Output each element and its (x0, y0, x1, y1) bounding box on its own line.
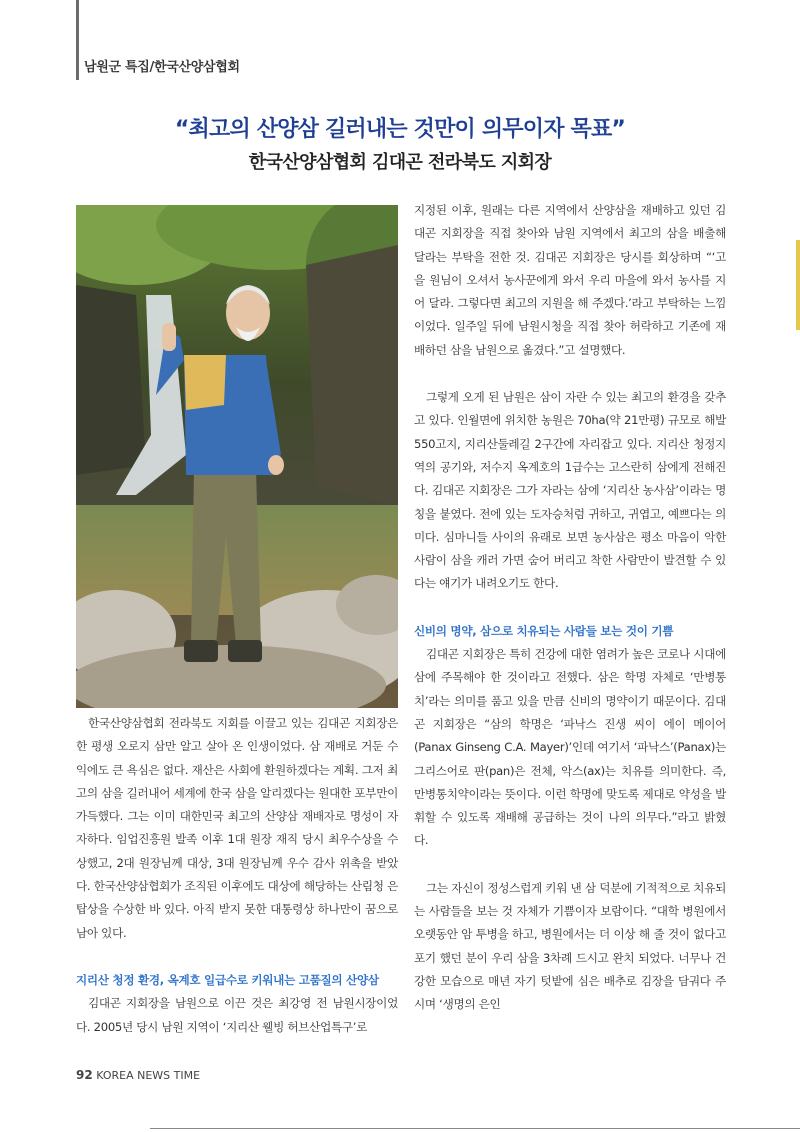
section-subheading: 지리산 청정 환경, 옥계호 일급수로 키워내는 고품질의 산양삼 (76, 972, 379, 987)
section-label: 남원군 특집/한국산양삼협회 (84, 60, 240, 75)
page-footer (76, 1068, 200, 1082)
body-paragraph: 김대곤 지회장을 남원으로 이끈 것은 최강영 전 남원시장이었다. 2005년 당시 남원 지역이 ‘지리산 웰빙 허브산업특구’로 (76, 996, 398, 1034)
body-paragraph: 한국산양삼협회 전라북도 지회를 이끌고 있는 김대곤 지회장은 한 평생 오로지 삼만 알고 살아 온 인생이었다. 삼 재배로 거둔 수익에도 큰 욕심은 없다. 재산은 사회에 환원하겠다는 계획. 그저 최고의 삼을 길러내어 세계에 한국 삼을 알리겠다는 원대한 포부만이 가득했다. 그는 이미 대한민국 최고의 산양삼 재배자로 명성이 자자하다. 임업진흥원 발족 이후 1대 원장 재직 당시 최우수상을 수상했고, 2대 원장님께 대상, 3대 원장님께 우수 감사 위촉을 받았다. 한국산양삼협회가 조직된 이후에도 대상에 해당하는 산림청 은탑상을 수상한 바 있다. 아직 받지 못한 대통령상 하나만이 꿈으로 남아 있다. (76, 716, 398, 940)
body-paragraph: 그렇게 오게 된 남원은 삼이 자란 수 있는 최고의 환경을 갖추고 있다. 인월면에 위치한 농원은 70ha(약 21만평) 규모로 해발 550고지, 지리산둘레길 2구간에 자리잡고 있다. 지리산 청정지역의 공기와, 저수지 옥계호의 1급수는 고스란히 삼에게 전해진다. 김대곤 지회장은 그가 자라는 삼에 ‘지리산 농사삼’이라는 명칭을 붙였다. 전에 있는 도자승처럼 귀하고, 귀엽고, 예쁘다는 의미다. 심마니들 사이의 유래로 보면 농사삼은 평소 마음이 악한 사람이 삼을 캐러 가면 숨어 버리고 착한 사람만이 발견할 수 있다는 얘기가 내려오기도 한다. (414, 390, 726, 591)
section-subheading: 신비의 명약, 삼으로 치유되는 사람들 보는 것이 기쁨 (414, 623, 674, 638)
body-paragraph: 지정된 이후, 원래는 다른 지역에서 산양삼을 재배하고 있던 김대곤 지회장을 직접 찾아와 남원 지역에서 최고의 삼을 배출해 달라는 부탁을 전한 것. 김대곤 지회장은 당시를 회상하며 “‘고을 원님이 오셔서 농사꾼에게 와서 우리 마을에 와서 농사를 지어 달라. 그렇다면 최고의 지원을 해 주겠다.’라고 부탁하는 느낌이었다. 일주일 뒤에 남원시청을 직접 찾아 허락하고 기존에 재배하던 삼을 남원으로 옮겼다.”고 설명했다. (414, 203, 726, 357)
body-paragraph: 김대곤 지회장은 특히 건강에 대한 염려가 높은 코로나 시대에 삼에 주목해야 한 것이라고 전했다. 삼은 학명 자체로 ‘만병통치’라는 의미를 품고 있을 만큼 신비의 명약이기 때문이다. 김대곤 지회장은 “삼의 학명은 ‘파낙스 진생 씨이 에이 메이어 (Panax Ginseng C.A. Mayer)’인데 여기서 ‘파낙스’(Panax)는 그리스어로 판(pan)은 전체, 악스(ax)는 치유를 의미한다. 즉, 만병통치약이라는 뜻이다. 이런 학명에 맞도록 제대로 약성을 발휘할 수 있도록 재배해 공급하는 것이 나의 의무다.”라고 밝혔다. (414, 647, 726, 848)
article-subheadline: 한국산양삼협회 김대곤 전라북도 지회장 (248, 152, 552, 173)
edge-tab (796, 240, 800, 330)
magazine-name: KOREA NEWS TIME (96, 1069, 201, 1082)
section-divider (76, 0, 79, 80)
article-headline: “최고의 산양삼 길러내는 것만이 의무이자 목표” (174, 117, 626, 142)
body-paragraph: 그는 자신이 정성스럽게 키워 낸 삼 덕분에 기적적으로 치유되는 사람들을 보는 것 자체가 기쁨이자 보람이다. “대학 병원에서 오랫동안 암 투병을 하고, 병원에서는 더 이상 해 줄 것이 없다고 포기 했던 분이 우리 삼을 3차례 드시고 완치 되었다. 너무나 건강한 모습으로 매년 자기 텃밭에 심은 배추로 김장을 담궈다 주시며 ‘생명의 은인 (414, 880, 726, 1012)
left-column (76, 712, 398, 1039)
bottom-rule (150, 1128, 800, 1129)
right-column (414, 199, 726, 1017)
page-number: 92 (76, 1068, 93, 1082)
article-photo (76, 205, 398, 708)
